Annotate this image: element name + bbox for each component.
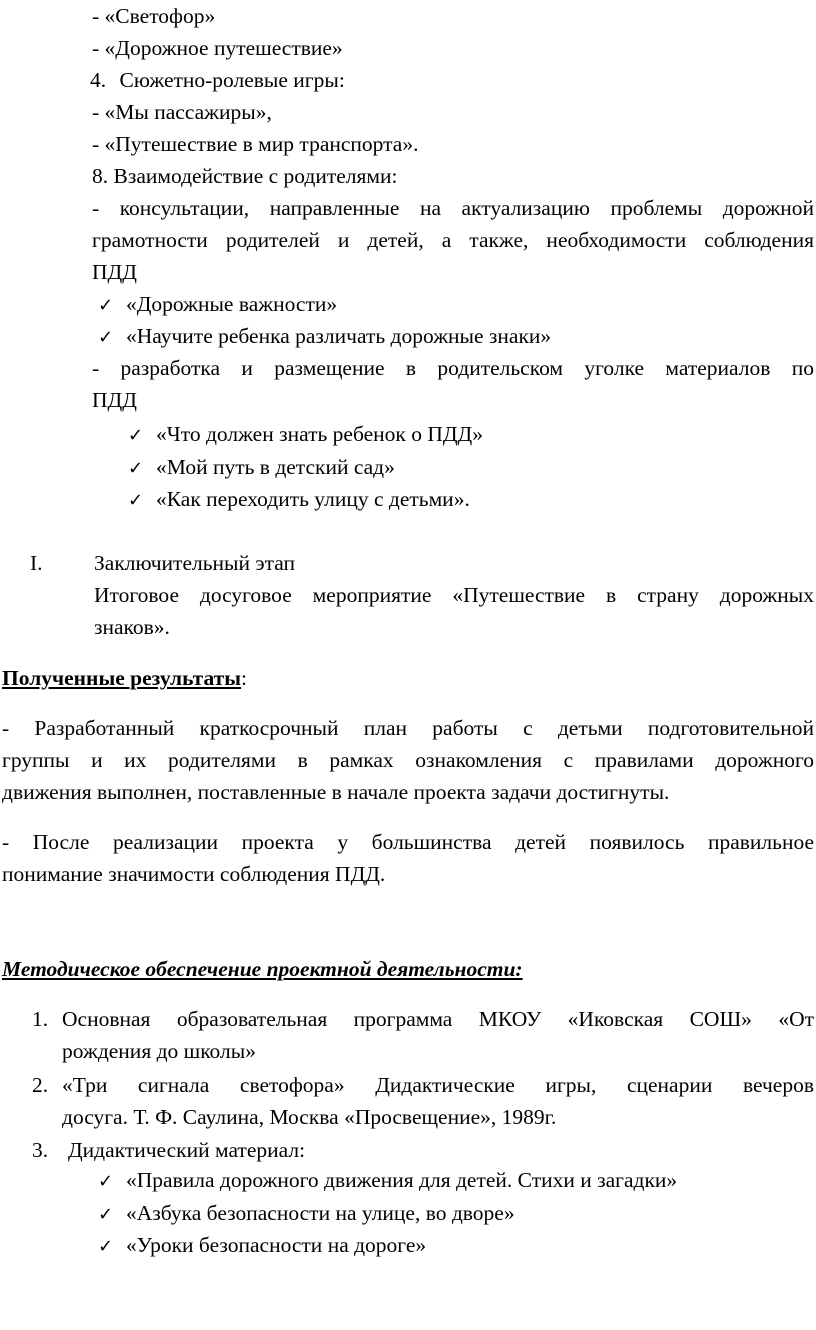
numbered-item-text: Дидактический материал:: [68, 1138, 306, 1162]
check-item: [98, 1166, 677, 1196]
paragraph-line: - разработка и размещение в родительском уголке материалов по: [92, 356, 814, 380]
list-item: - «Мы пассажиры»,: [92, 100, 272, 124]
check-item: [128, 485, 470, 515]
paragraph-line: - Разработанный краткосрочный план работы с детьми подготовительной: [2, 716, 814, 740]
item-number: 4.: [90, 68, 107, 92]
stage-title: Заключительный этап: [94, 551, 296, 575]
check-item-text: «Азбука безопасности на улице, во дворе»: [126, 1201, 515, 1225]
check-item-text: «Правила дорожного движения для детей. Стихи и загадки»: [126, 1168, 678, 1192]
item-text: Сюжетно-ролевые игры:: [119, 68, 345, 92]
check-item-text: «Уроки безопасности на дороге»: [126, 1233, 427, 1257]
numbered-item-text: рождения до школы»: [62, 1039, 256, 1063]
checkmark-icon: ✓: [98, 327, 114, 348]
checkmark-icon: ✓: [98, 1171, 114, 1192]
numbered-item-text: Основная образовательная программа МКОУ «Иковская СОШ» «От: [62, 1007, 814, 1031]
paragraph-line: ПДД: [92, 388, 137, 412]
check-item-text: «Мой путь в детский сад»: [156, 455, 395, 479]
checkmark-icon: ✓: [128, 458, 144, 479]
paragraph-line: ПДД: [92, 260, 137, 284]
checkmark-icon: ✓: [98, 295, 114, 316]
checkmark-icon: ✓: [98, 1204, 114, 1225]
section-line: 8. Взаимодействие с родителями:: [92, 164, 398, 188]
check-item-text: «Что должен знать ребенок о ПДД»: [156, 422, 483, 446]
check-item: [98, 322, 551, 352]
stage-text: знаков».: [94, 615, 170, 639]
check-item-text: «Как переходить улицу с детьми».: [156, 487, 470, 511]
list-item: - «Дорожное путешествие»: [92, 36, 343, 60]
paragraph-line: - консультации, направленные на актуализацию проблемы дорожной: [92, 196, 814, 220]
paragraph-line: движения выполнен, поставленные в начале проекта задачи достигнуты.: [2, 780, 670, 804]
numbered-item-text: досуга. Т. Ф. Саулина, Москва «Просвещение», 1989г.: [62, 1105, 557, 1129]
item-number: 1.: [32, 1007, 49, 1031]
checkmark-icon: ✓: [128, 490, 144, 511]
methodical-heading: [2, 955, 523, 983]
heading-text: Полученные результаты: [2, 666, 242, 690]
paragraph-line: понимание значимости соблюдения ПДД.: [2, 862, 386, 886]
item-number: 2.: [32, 1073, 49, 1097]
paragraph-line: группы и их родителями в рамках ознакомления с правилами дорожного: [2, 748, 814, 772]
numbered-item: [90, 66, 345, 94]
stage-text: Итоговое досуговое мероприятие «Путешествие в страну дорожных: [94, 583, 814, 607]
list-item: - «Путешествие в мир транспорта».: [92, 132, 419, 156]
check-item: [98, 290, 337, 320]
paragraph-line: грамотности родителей и детей, а также, необходимости соблюдения: [92, 228, 814, 252]
numbered-item-text: «Три сигнала светофора» Дидактические игры, сценарии вечеров: [62, 1073, 814, 1097]
checkmark-icon: ✓: [98, 1236, 114, 1257]
stage-number: I.: [30, 551, 43, 575]
check-item: [128, 420, 483, 450]
check-item: [98, 1231, 426, 1261]
check-item: [128, 453, 395, 483]
check-item: [98, 1199, 515, 1229]
check-item-text: «Научите ребенка различать дорожные знаки»: [126, 324, 552, 348]
checkmark-icon: ✓: [128, 425, 144, 446]
item-number: 3.: [32, 1138, 49, 1162]
heading-text: Методическое обеспечение проектной деятельности:: [2, 957, 523, 981]
paragraph-line: - После реализации проекта у большинства детей появилось правильное: [2, 830, 814, 854]
list-item: - «Светофор»: [92, 4, 216, 28]
check-item-text: «Дорожные важности»: [126, 292, 338, 316]
results-heading: [2, 664, 247, 692]
heading-colon: :: [241, 666, 248, 690]
